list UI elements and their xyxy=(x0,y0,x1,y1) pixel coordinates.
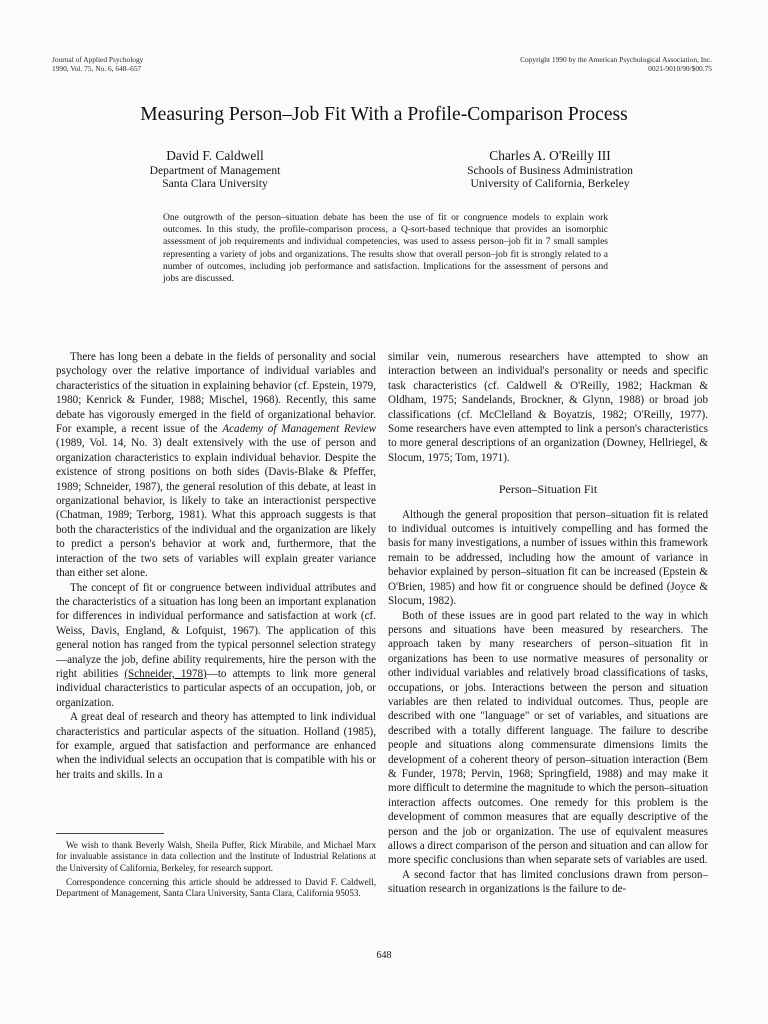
text-run: The concept of fit or congruence between individual attributes and the characteristics of a situation has long been an important explanation for differences in individual performance and satisfaction at work (cf. Weiss, Davis, England, & Lofquist, 1967). The application of this general notion has ranged from the typical personnel selection strategy—analyze the job, define ability requirements, hire the person with the right abilities xyxy=(56,581,376,680)
footnote-divider xyxy=(56,833,164,834)
author-institution: Santa Clara University xyxy=(162,176,268,190)
copyright-notice xyxy=(520,56,712,73)
footnote-acknowledgment: We wish to thank Beverly Walsh, Sheila Puffer, Rick Mirabile, and Michael Marx for invaluable assistance in data collection and the Institute of Industrial Relations at the University of California, Berkeley, for research support. xyxy=(56,840,376,873)
copyright-text: Copyright 1990 by the American Psychological Association, Inc. xyxy=(520,55,712,64)
paragraph xyxy=(56,581,376,711)
author-block-caldwell xyxy=(120,150,310,190)
paragraph: A great deal of research and theory has attempted to link individual characteristics and particular aspects of the situation. Holland (1985), for example, argued that satisfaction and performance are enhanced when the individual selects an occupation that is compatible with his or her traits and skills. In a xyxy=(56,711,376,781)
paragraph: similar vein, numerous researchers have attempted to show an interaction between an individual's personality or needs and specific task characteristics (cf. Caldwell & O'Reilly, 1982; Hackman & Oldham, 1975; Sandelands, Brockner, & Glynn, 1988) or broad job classifications (cf. McClelland & Boyatzis, 1982; O'Reilly, 1977). Some researchers have even attempted to link a person's characteristics to more general descriptions of an organization (Downey, Hellriegel, & Slocum, 1975; Tom, 1971). xyxy=(388,351,708,464)
section-heading: Person–Situation Fit xyxy=(498,482,598,497)
journal-citation xyxy=(52,56,143,73)
paragraph: Although the general proposition that person–situation fit is related to individual outcomes is intuitively compelling and has formed the basis for many investigations, a number of issues within this framework remain to be addressed, including how the amount of variance in behavior explained by person–situation fit can be increased (Epstein & O'Brien, 1985) and how fit or congruence should be defined (Joyce & Slocum, 1982). xyxy=(388,508,708,608)
journal-name: Journal of Applied Psychology xyxy=(52,55,144,64)
journal-volume: 1990, Vol. 75, No. 6, 648–657 xyxy=(52,63,142,73)
text-run: —to attempts to link more general individual characteristics to particular aspects of an occupation, job, or organization. xyxy=(56,667,376,709)
body-column-right xyxy=(388,350,708,897)
journal-title: Academy of Management Review xyxy=(222,423,376,436)
footnotes xyxy=(56,840,376,902)
footnote-correspondence: Correspondence concerning this article should be addressed to David F. Caldwell, Department of Management, Santa Clara University, Santa Clara, California 95053. xyxy=(56,876,376,899)
page-number: 648 xyxy=(376,950,392,961)
text-run: (1989, Vol. 14, No. 3) dealt extensively with the use of person and organization characteristics to explain individual behavior. Despite the existence of strong positions on both sides (Davis-Blake & Pfeffer, 1989; Schneider, 1987), the general resolution of this debate, at least in organizational behavior, is likely to take an interactionist perspective (Chatman, 1989; Terborg, 1981). What this approach suggests is that both the characteristics of the individual and the organization are likely to predict a person's behavior at work and, furthermore, that the interaction of the two sets of variables will explain greater variance than either set alone. xyxy=(56,437,376,580)
citation-link[interactable]: (Schneider, 1978) xyxy=(124,667,207,680)
issn-code: 0021-9010/90/$00.75 xyxy=(648,63,712,73)
author-department: Department of Management xyxy=(149,163,281,177)
author-name: David F. Caldwell xyxy=(166,148,264,163)
body-column-left xyxy=(56,350,376,782)
author-department: Schools of Business Administration xyxy=(467,163,633,177)
paragraph: A second factor that has limited conclusions drawn from person–situation research in organizations is the failure to de- xyxy=(388,868,708,896)
text-run: There has long been a debate in the fields of personality and social psychology over the relative importance of individual variables and characteristics of the situation in explaining behavior (cf. Epstein, 1979, 1980; Kenrick & Funder, 1988; Mischel, 1968). Recently, this same debate has vigorously emerged in the field of organizational behavior. For example, a recent issue of the xyxy=(56,351,376,436)
paragraph xyxy=(56,350,376,581)
paragraph: Both of these issues are in good part related to the way in which persons and situations have been measured by researchers. The approach taken by many researchers of person–situation fit in organizations has been to use normative measures of personality or other individual variables and relatively broad classifications of tasks, occupations, or jobs. Interactions between the person and situation variables are then related to individual outcomes. Thus, people are described with one "language" or set of variables, and situations are described with a totally different language. The failure to describe people and situations along commensurate dimensions limits the development of a coherent theory of person–situation interaction (Bem & Funder, 1978; Pervin, 1968; Springfield, 1988) and may make it more difficult to determine the magnitude to which the person–situation interaction affects outcomes. One remedy for this problem is the development of common measures that are equally descriptive of the person and the job or organization. The use of equivalent measures allows a direct comparison of the person and situation and can allow for more specific conclusions than when separate sets of variables are used. xyxy=(388,609,708,867)
author-institution: University of California, Berkeley xyxy=(470,176,630,190)
author-block-oreilly xyxy=(430,150,670,190)
abstract: One outgrowth of the person–situation debate has been the use of fit or congruence models to explain work outcomes. In this study, the profile-comparison process, a Q-sort-based technique that provides an isomorphic assessment of job requirements and individual competencies, was used to assess person–job fit in 7 small samples representing a variety of jobs and organizations. The results show that overall person–job fit is strongly related to a number of outcomes, including job performance and satisfaction. Implications for the assessment of persons and jobs are discussed. xyxy=(163,213,608,285)
author-name: Charles A. O'Reilly III xyxy=(489,148,611,163)
article-title: Measuring Person–Job Fit With a Profile-Comparison Process xyxy=(140,104,628,125)
